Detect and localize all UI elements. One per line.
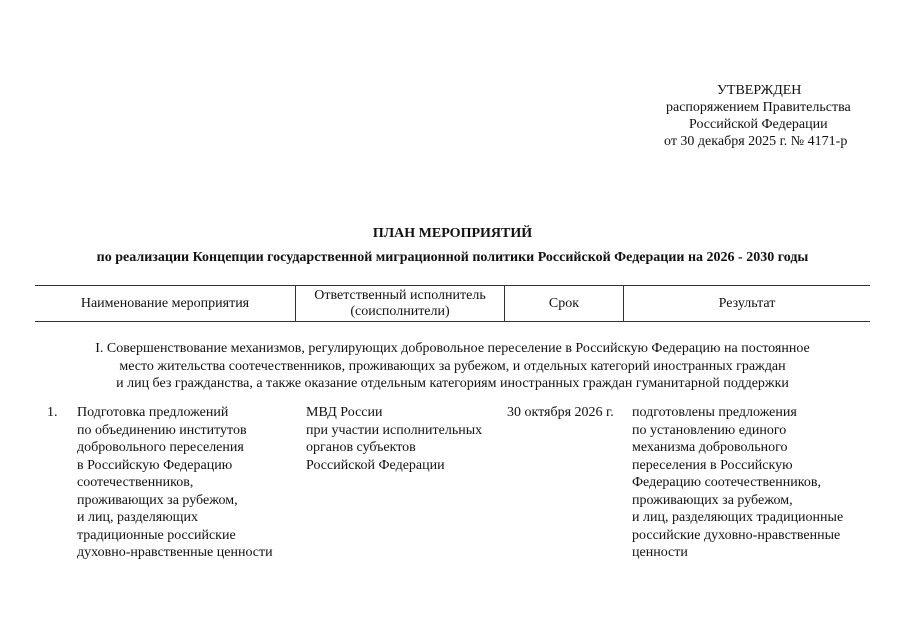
row-result-line: и лиц, разделяющих традиционные (632, 510, 844, 525)
row-number: 1. (47, 405, 58, 420)
plan-subtitle: по реализации Концепции государственной миграционной политики Российской Федерации на 2026 - 2030 годы (96, 250, 809, 265)
header-result: Результат (718, 295, 776, 311)
header-executor-line2: (соисполнители) (350, 303, 450, 319)
row-name-line: традиционные российские (77, 527, 236, 543)
header-executor-line1: Ответственный исполнитель (314, 287, 486, 303)
row-term: 30 октября 2026 г. (507, 405, 614, 420)
row-executor-line: органов субъектов (306, 440, 416, 455)
row-name-line: и лиц, разделяющих (77, 510, 198, 525)
row-name-line: добровольного переселения (77, 440, 244, 455)
approval-line: от 30 декабря 2025 г. № 4171-р (664, 134, 848, 149)
row-executor (306, 404, 482, 474)
row-result-line: проживающих за рубежом, (632, 492, 793, 508)
row-result-line: российские духовно-нравственные (632, 527, 841, 543)
table-header (35, 285, 870, 322)
approval-line: распоряжением Правительства (666, 100, 851, 115)
row-executor-line: МВД России (306, 405, 383, 420)
row-name-line: в Российскую Федерацию (77, 457, 233, 473)
header-term: Срок (548, 295, 580, 311)
row-name (77, 404, 273, 562)
row-name-line: по объединению институтов (77, 422, 247, 438)
section-line: I. Совершенствование механизмов, регулирующих добровольное переселение в Российскую Федерацию на постоянное (95, 341, 810, 356)
plan-title: ПЛАН МЕРОПРИЯТИЙ (372, 226, 533, 241)
row-executor-line: при участии исполнительных (306, 422, 483, 438)
row-result-line: механизма добровольного (632, 440, 788, 455)
row-result-line: подготовлены предложения (632, 405, 797, 420)
section-line: и лиц без гражданства, а также оказание отдельным категориям иностранных граждан гуманитарной поддержки (116, 376, 789, 391)
row-result-line: переселения в Российскую (632, 457, 793, 473)
row-name-line: духовно-нравственные ценности (77, 545, 273, 560)
row-result-line: Федерацию соотечественников, (632, 475, 821, 490)
row-executor-line: Российской Федерации (306, 457, 445, 473)
approval-title: УТВЕРЖДЕН (717, 83, 802, 98)
row-result-line: ценности (632, 545, 688, 560)
row-result-line: по установлению единого (632, 422, 787, 438)
section-heading (0, 340, 905, 393)
header-executor (296, 286, 504, 321)
row-name-line: Подготовка предложений (77, 405, 229, 420)
row-name-line: соотечественников, (77, 475, 194, 490)
approval-line: Российской Федерации (689, 117, 828, 132)
header-name: Наименование мероприятия (80, 295, 250, 311)
row-result (632, 404, 843, 562)
row-name-line: проживающих за рубежом, (77, 492, 238, 508)
section-line: место жительства соотечественников, проживающих за рубежом, и отдельных категорий иностранных граждан (119, 358, 786, 374)
